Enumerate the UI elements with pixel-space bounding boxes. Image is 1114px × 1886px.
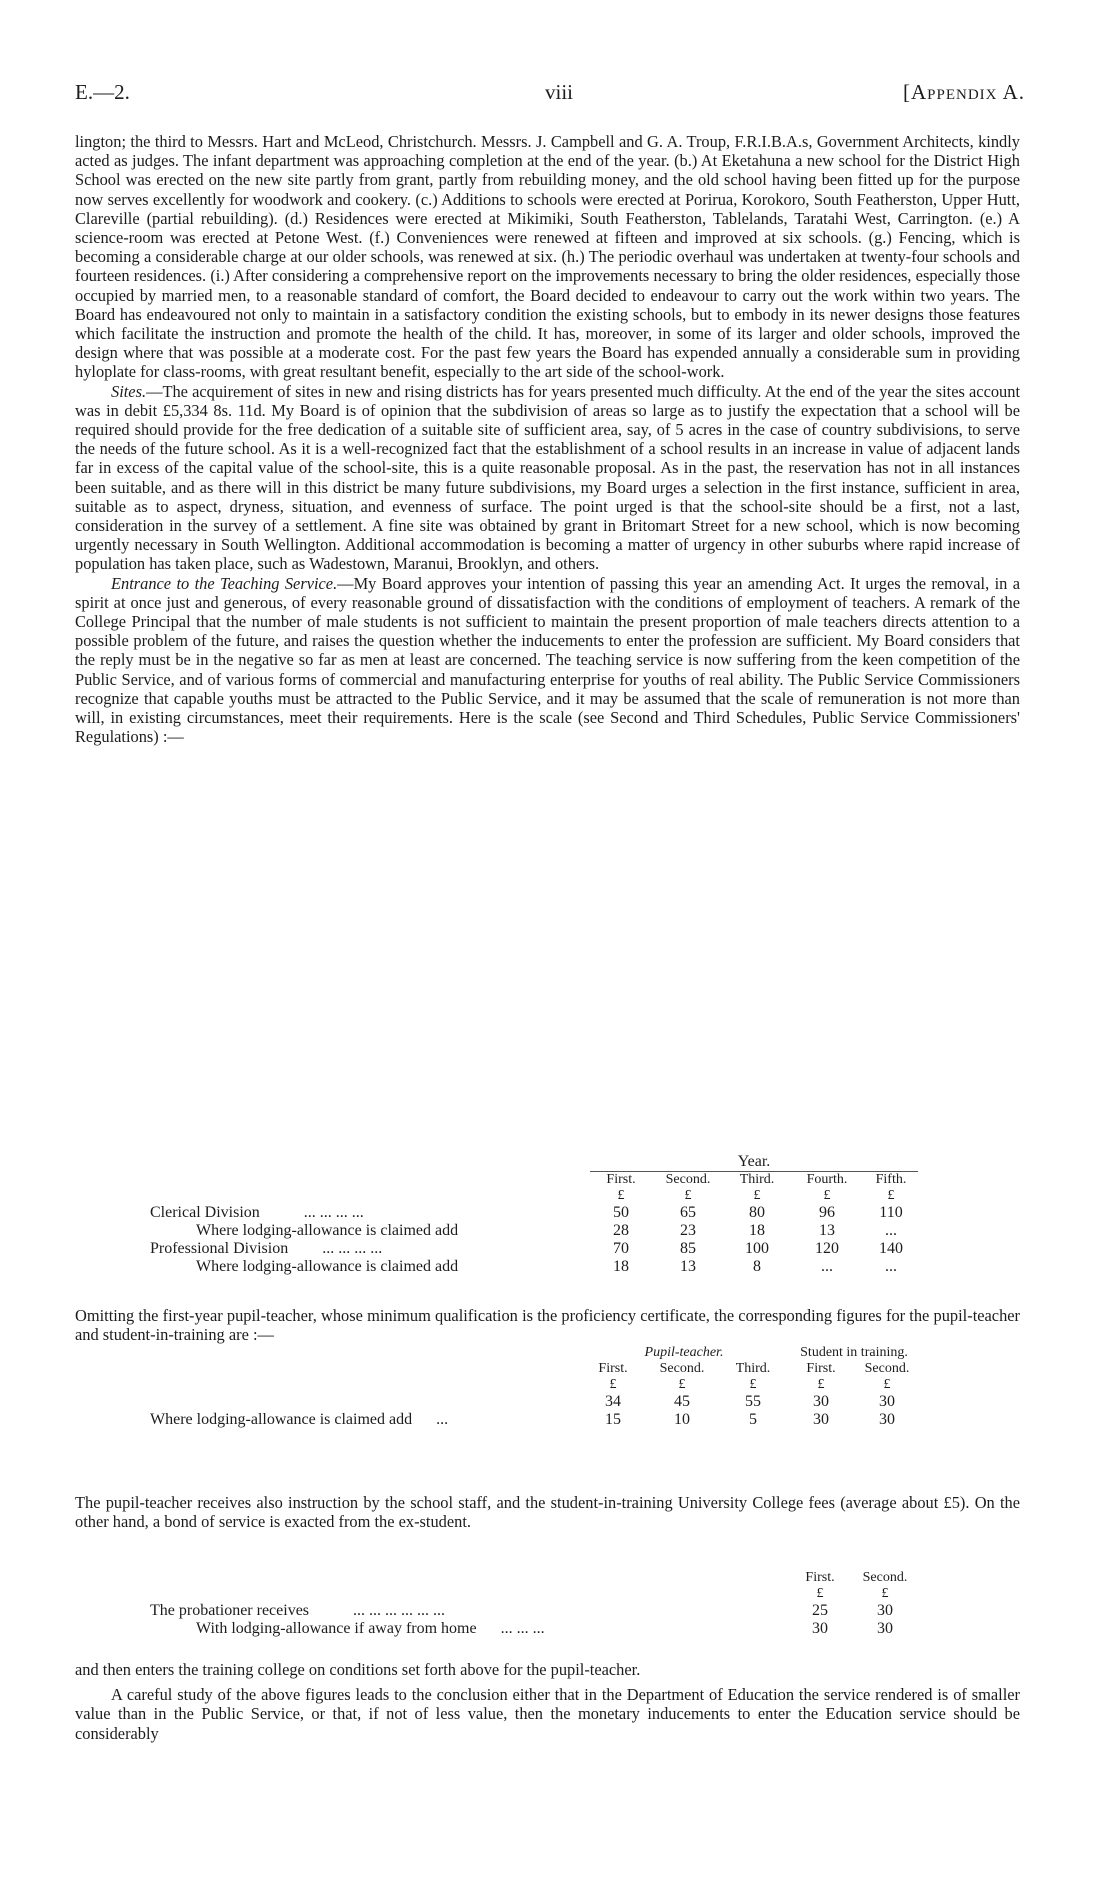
cell-value: 25	[812, 1602, 828, 1619]
paragraph-final: A careful study of the above figures leads to the conclusion either that in the Department of Education the service rendered is of smaller value than in the Public Service, or that, if not of less value, then the monetary inducements to enter the Education service should be considerably	[75, 1685, 1020, 1743]
currency-symbol: £	[684, 1188, 692, 1203]
row-label: Where lodging-allowance is claimed add	[150, 1411, 413, 1428]
cell-value: 30	[877, 1602, 893, 1619]
cell-value: 140	[879, 1240, 903, 1257]
body-text-upper	[75, 132, 1020, 747]
cell-value: 30	[879, 1393, 895, 1410]
cell-value: ...	[821, 1258, 833, 1275]
cell-value: 13	[680, 1258, 696, 1275]
leader-dots: ... ... ... ...	[322, 1240, 383, 1257]
cell-value: 65	[680, 1204, 696, 1221]
col-header: Second.	[665, 1172, 711, 1187]
probationer-scale-table	[150, 1570, 920, 1638]
cell-value: 55	[745, 1393, 761, 1410]
cell-value: 50	[613, 1204, 629, 1221]
col-header: Second.	[864, 1361, 910, 1376]
table-row	[150, 1393, 920, 1411]
public-service-scale-table	[150, 1153, 918, 1276]
entrance-heading: Entrance to the Teaching Service.	[111, 573, 338, 593]
body-text-lower	[75, 1660, 1020, 1743]
pupil-teacher-scale-table	[150, 1345, 920, 1429]
cell-value: ...	[885, 1258, 897, 1275]
row-label: With lodging-allowance if away from home	[196, 1620, 477, 1637]
col-header: Second.	[659, 1361, 705, 1376]
currency-symbol: £	[887, 1188, 895, 1203]
col-header: First.	[606, 1172, 636, 1187]
row-label: Where lodging-allowance is claimed add	[196, 1258, 459, 1275]
col-header: Fourth.	[806, 1172, 848, 1187]
table-row	[150, 1620, 920, 1638]
cell-value: 100	[745, 1240, 769, 1257]
cell-value: 15	[605, 1411, 621, 1428]
col-header: Third.	[739, 1172, 775, 1187]
col-header: Third.	[735, 1361, 771, 1376]
cell-value: 30	[877, 1620, 893, 1637]
paragraph-entrance	[75, 574, 1020, 747]
cell-value: 28	[613, 1222, 629, 1239]
table-row	[150, 1602, 920, 1620]
row-label: Professional Division	[150, 1240, 289, 1257]
year-group-header: Year.	[590, 1153, 918, 1172]
student-group-header: Student in training.	[800, 1345, 908, 1360]
cell-value: 70	[613, 1240, 629, 1257]
paragraph-buildings: lington; the third to Messrs. Hart and McLeod, Christchurch. Messrs. J. Campbell and G. A. Troup, F.R.I.B.A.s, Government Architects, kindly acted as judges. The infant department was approaching completion at the end of the year. (b.) At Eketahuna a new school for the District High School was erected on the new site partly from grant, partly from rebuilding money, and the old school having been fitted up for the purpose now serves excellently for woodwork and cookery. (c.) Additions to schools were erected at Porirua, Korokoro, South Featherston, Upper Hutt, Clareville (partial rebuilding). (d.) Residences were erected at Mikimiki, South Featherston, Tablelands, Taratahi West, Carrington. (e.) A science-room was erected at Petone West. (f.) Conveniences were renewed at fifteen and improved at six schools. (g.) Fencing, which is becoming a considerable charge at our older schools, was renewed at six. (h.) The periodic overhaul was undertaken at twenty-four schools and fourteen residences. (i.) After considering a comprehensive report on the improvements necessary to bring the older residences, especially those occupied by married men, to a reasonable standard of comfort, the Board decided to endeavour to carry out the work within two years. The Board has endeavoured not only to maintain in a satisfactory condition the existing schools, but to embody in its newer designs those features which facilitate the instruction and promote the health of the child. It has, moreover, in some of its larger and older schools, improved the design where that was possible at a moderate cost. For the past few years the Board has expended annually a considerable sum in providing hyloplate for class-rooms, with great resultant benefit, especially to the art side of the school-work.	[75, 132, 1020, 382]
table-row	[150, 1240, 918, 1258]
paragraph-pupil-wrap	[75, 1493, 1020, 1531]
cell-value: 45	[674, 1393, 690, 1410]
cell-value: ...	[885, 1222, 897, 1239]
paragraph-sites	[75, 382, 1020, 574]
entrance-body: —My Board approves your intention of passing this year an amending Act. It urges the removal, in a spirit at once just and generous, of every reasonable ground of dissatisfaction with the conditions of employment of teachers. A remark of the College Principal that the number of male students is not sufficient to maintain the present proportion of male teachers directs attention to a possible problem of the future, and raises the question whether the inducements to enter the profession are sufficient. My Board considers that the reply must be in the negative so far as men at least are concerned. The teaching service is now suffering from the keen competition of the Public Service, and of various forms of commercial and manufacturing enterprise for youths of real ability. The Public Service Commissioners recognize that capable youths must be attracted to the Public Service, and it may be assumed that the scale of remuneration is not more than will, in existing circumstances, meet their requirements. Here is the scale (see Second and Third Schedules, Public Service Commissioners' Regulations) :—	[75, 573, 1020, 747]
header-appendix: [Appendix A.	[902, 80, 1025, 104]
cell-value: 18	[613, 1258, 629, 1275]
paragraph-then: and then enters the training college on conditions set forth above for the pupil-teacher.	[75, 1660, 641, 1679]
cell-value: 18	[749, 1222, 765, 1239]
header-reference: E.—2.	[75, 80, 130, 104]
col-header: First.	[805, 1570, 835, 1585]
currency-symbol: £	[678, 1377, 686, 1392]
cell-value: 5	[749, 1411, 757, 1428]
cell-value: 110	[879, 1204, 903, 1221]
page-number: viii	[545, 80, 574, 104]
col-header: Second.	[862, 1570, 908, 1585]
table-row	[150, 1411, 920, 1429]
paragraph-pupil: The pupil-teacher receives also instruction by the school staff, and the student-in-training University College fees (average about £5). On the other hand, a bond of service is exacted from the ex-student.	[75, 1493, 1020, 1532]
cell-value: 85	[680, 1240, 696, 1257]
leader-dots: ...	[436, 1411, 449, 1428]
table-row	[150, 1204, 918, 1222]
currency-symbol: £	[817, 1377, 825, 1392]
currency-symbol: £	[753, 1188, 761, 1203]
leader-dots: ... ... ... ... ... ...	[353, 1602, 446, 1619]
cell-value: 30	[812, 1620, 828, 1637]
cell-value: 30	[813, 1393, 829, 1410]
currency-symbol: £	[881, 1586, 889, 1601]
currency-symbol: £	[609, 1377, 617, 1392]
table-row	[150, 1222, 918, 1240]
currency-symbol: £	[749, 1377, 757, 1392]
col-header: First.	[806, 1361, 836, 1376]
sites-heading: Sites.	[111, 381, 147, 401]
cell-value: 34	[605, 1393, 621, 1410]
page-header	[75, 80, 1025, 110]
leader-dots: ... ... ... ...	[303, 1204, 364, 1221]
row-label: Clerical Division	[150, 1204, 260, 1221]
cell-value: 13	[819, 1222, 835, 1239]
cell-value: 80	[749, 1204, 765, 1221]
table-row	[150, 1258, 918, 1276]
currency-symbol: £	[816, 1586, 824, 1601]
paragraph-omitting-wrap	[75, 1306, 1020, 1344]
cell-value: 23	[680, 1222, 696, 1239]
row-label: Where lodging-allowance is claimed add	[196, 1222, 459, 1239]
sites-body: —The acquirement of sites in new and rising districts has for years presented much difficulty. At the end of the year the sites account was in debit £5,334 8s. 11d. My Board is of opinion that the subdivision of areas so large as to justify the expectation that a school will be required should provide for the free dedication of a suitable site of sufficient area, say, of 5 acres in the case of country subdivisions, to serve the needs of the future school. As it is a well-recognized fact that the establishment of a school results in an increase in value of adjacent lands far in excess of the capital value of the school-site, this is a quite reasonable proposal. As in the past, the reservation has not in all instances been suitable, and as there will in this district be many future subdivisions, my Board urges a selection in the first instance, sufficient in area, suitable as to aspect, dryness, situation, and evenness of surface. The point urged is that the school-site should be a first, not a last, consideration in the survey of a settlement. A fine site was obtained by grant in Britomart Street for a new school, which is now becoming urgently necessary in South Wellington. Additional accommodation is becoming a matter of urgency in other suburbs where rapid increase of population has taken place, such as Wadestown, Maranui, Brooklyn, and others.	[75, 381, 1020, 574]
col-header: Fifth.	[875, 1172, 907, 1187]
cell-value: 8	[753, 1258, 761, 1275]
cell-value: 120	[815, 1240, 839, 1257]
row-label: The probationer receives	[150, 1602, 310, 1619]
cell-value: 10	[674, 1411, 690, 1428]
currency-symbol: £	[617, 1188, 625, 1203]
cell-value: 96	[819, 1204, 835, 1221]
col-header: First.	[598, 1361, 628, 1376]
pupil-teacher-group-header: Pupil-teacher.	[644, 1345, 724, 1360]
paragraph-omitting: Omitting the first-year pupil-teacher, whose minimum qualification is the proficiency certificate, the corresponding figures for the pupil-teacher and student-in-training are :—	[75, 1306, 1020, 1345]
currency-symbol: £	[823, 1188, 831, 1203]
leader-dots: ... ... ...	[500, 1620, 545, 1637]
cell-value: 30	[813, 1411, 829, 1428]
currency-symbol: £	[883, 1377, 891, 1392]
cell-value: 30	[879, 1411, 895, 1428]
